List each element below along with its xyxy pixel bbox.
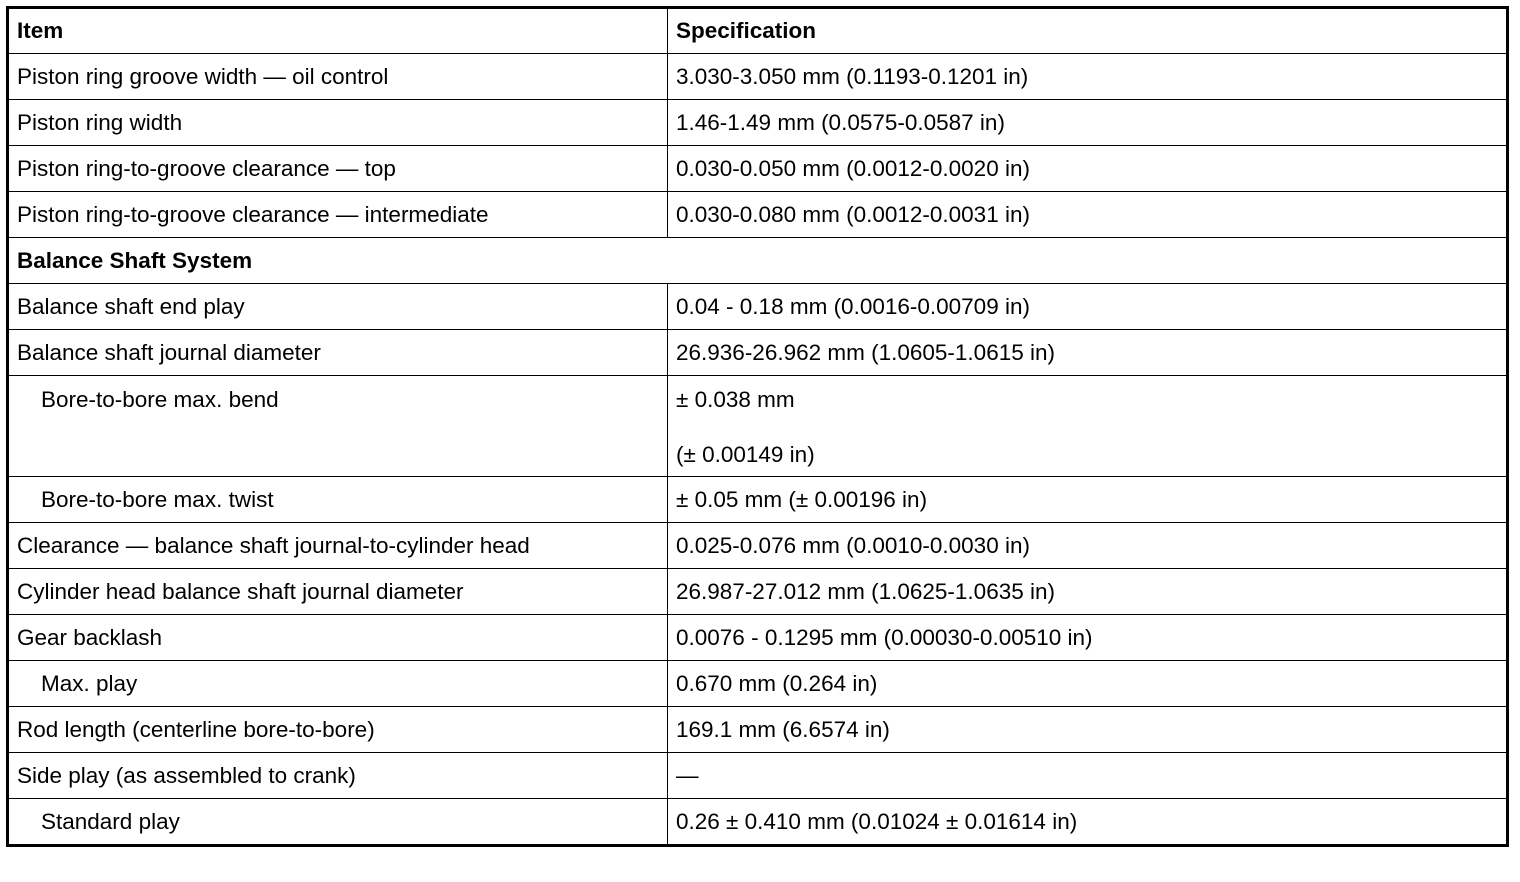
spec-cell: — xyxy=(668,753,1508,799)
item-cell xyxy=(8,376,668,477)
spec-metric: ± 0.038 mm xyxy=(676,387,795,412)
table-row xyxy=(8,100,1508,146)
spec-cell: 3.030-3.050 mm (0.1193-0.1201 in) xyxy=(668,54,1508,100)
spec-cell: 26.936-26.962 mm (1.0605-1.0615 in) xyxy=(668,330,1508,376)
header-item: Item xyxy=(8,8,668,54)
header-row xyxy=(8,8,1508,54)
table-row xyxy=(8,569,1508,615)
table-row xyxy=(8,284,1508,330)
spec-cell: 0.025-0.076 mm (0.0010-0.0030 in) xyxy=(668,523,1508,569)
table-row xyxy=(8,54,1508,100)
item-cell: Piston ring width xyxy=(8,100,668,146)
table-row xyxy=(8,192,1508,238)
item-cell: Bore-to-bore max. twist xyxy=(8,477,668,523)
spec-cell: 1.46-1.49 mm (0.0575-0.0587 in) xyxy=(668,100,1508,146)
item-cell: Balance shaft end play xyxy=(8,284,668,330)
item-cell: Piston ring-to-groove clearance — top xyxy=(8,146,668,192)
spec-cell: 169.1 mm (6.6574 in) xyxy=(668,707,1508,753)
spec-cell: 0.670 mm (0.264 in) xyxy=(668,661,1508,707)
item-cell: Clearance — balance shaft journal-to-cylinder head xyxy=(8,523,668,569)
spec-cell: 0.26 ± 0.410 mm (0.01024 ± 0.01614 in) xyxy=(668,799,1508,846)
spec-cell: ± 0.05 mm (± 0.00196 in) xyxy=(668,477,1508,523)
item-cell: Piston ring-to-groove clearance — intermediate xyxy=(8,192,668,238)
specification-table xyxy=(6,6,1509,847)
table-row xyxy=(8,661,1508,707)
item-cell: Standard play xyxy=(8,799,668,846)
spec-cell: 0.04 - 0.18 mm (0.0016-0.00709 in) xyxy=(668,284,1508,330)
item-text: Bore-to-bore max. bend xyxy=(41,387,279,412)
table-row xyxy=(8,376,1508,477)
spec-cell: 0.030-0.080 mm (0.0012-0.0031 in) xyxy=(668,192,1508,238)
table-row xyxy=(8,330,1508,376)
item-cell: Gear backlash xyxy=(8,615,668,661)
spec-imperial: (± 0.00149 in) xyxy=(676,442,815,467)
table-row xyxy=(8,523,1508,569)
item-cell: Cylinder head balance shaft journal diameter xyxy=(8,569,668,615)
table-row xyxy=(8,707,1508,753)
item-cell: Rod length (centerline bore-to-bore) xyxy=(8,707,668,753)
spec-cell: 0.0076 - 0.1295 mm (0.00030-0.00510 in) xyxy=(668,615,1508,661)
spec-cell xyxy=(668,376,1508,477)
table-row xyxy=(8,477,1508,523)
spec-cell: 0.030-0.050 mm (0.0012-0.0020 in) xyxy=(668,146,1508,192)
table-row xyxy=(8,799,1508,846)
spec-cell: 26.987-27.012 mm (1.0625-1.0635 in) xyxy=(668,569,1508,615)
table-row xyxy=(8,753,1508,799)
table-row xyxy=(8,615,1508,661)
item-cell: Balance shaft journal diameter xyxy=(8,330,668,376)
item-cell: Side play (as assembled to crank) xyxy=(8,753,668,799)
header-specification: Specification xyxy=(668,8,1508,54)
table-row xyxy=(8,146,1508,192)
item-cell: Max. play xyxy=(8,661,668,707)
section-heading: Balance Shaft System xyxy=(8,238,1508,284)
section-row xyxy=(8,238,1508,284)
item-cell: Piston ring groove width — oil control xyxy=(8,54,668,100)
